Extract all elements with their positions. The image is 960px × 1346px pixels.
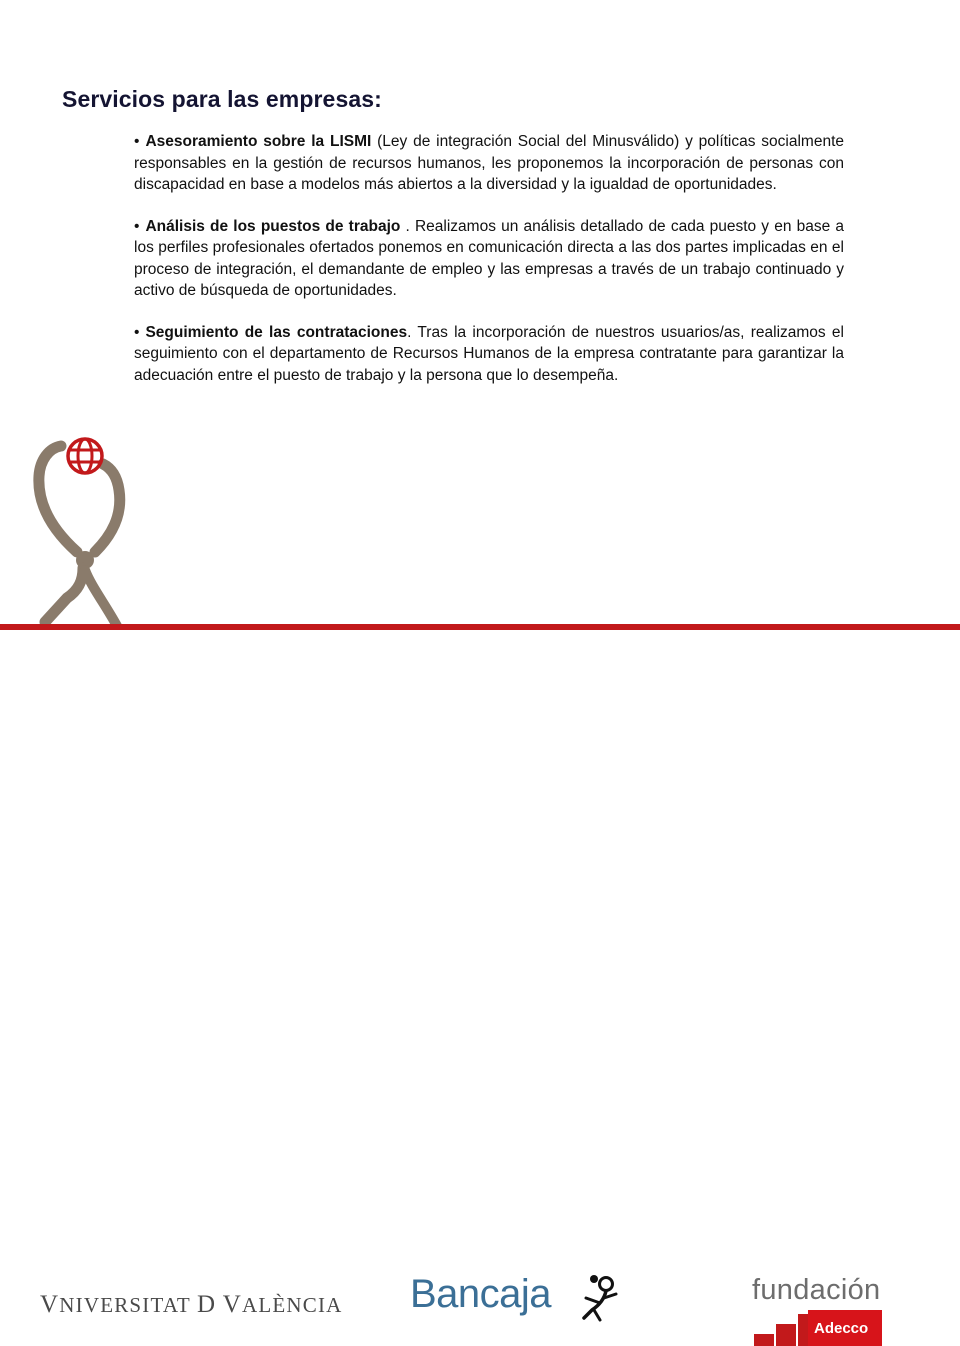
item-heading: Seguimiento de las contrataciones	[145, 323, 408, 341]
item-text: . Realizamos un análisis detallado de cada puesto y en base a los perfiles profesionales ofertados ponemos en comunicación directa a las dos partes implicadas en el proceso de integración, el demandante de empleo y las empresas a través de un trabajo continuado y activo de búsqueda de oportunidades.	[134, 217, 845, 299]
bullet: •	[134, 323, 140, 341]
bullet: •	[134, 133, 140, 150]
bancaja-wordmark: Bancaja	[410, 1272, 552, 1316]
item-text: (Ley de integración Social del Minusválido) y políticas socialmente responsables en la gestión de recursos humanos, les proponemos la incorporación de personas con discapacidad en base a modelos más abiertos a la diversidad y la igualdad de oportunidades.	[134, 133, 845, 193]
bancaja-logo	[410, 1272, 551, 1317]
fundacion-wordmark: fundación	[752, 1274, 881, 1306]
item-text: . Tras la incorporación de nuestros usuarios/as, realizamos el seguimiento con el departamento de Recursos Humanos de la empresa contratante para garantizar la adecuación entre el puesto de trabajo y la persona que lo desempeña.	[134, 323, 844, 384]
service-item-seguimiento	[134, 322, 844, 387]
adecco-wordmark: Adecco	[814, 1320, 869, 1337]
content-area	[134, 131, 844, 406]
fundacion-adecco-logo	[748, 1274, 888, 1344]
item-heading: Asesoramiento sobre la LISMI	[145, 133, 372, 150]
footer-logos	[0, 630, 960, 1337]
service-item-analisis	[134, 216, 844, 302]
person-holding-globe-icon	[15, 430, 150, 630]
bancaja-figure-icon	[570, 1272, 622, 1322]
universitat-valencia-logo: VNIVERSITAT D VALÈNCIA	[40, 1291, 343, 1318]
slide-title: Servicios para las empresas:	[62, 86, 382, 112]
bullet: •	[134, 217, 140, 235]
service-item-lismi	[134, 131, 844, 196]
item-heading: Análisis de los puestos de trabajo	[145, 217, 401, 235]
